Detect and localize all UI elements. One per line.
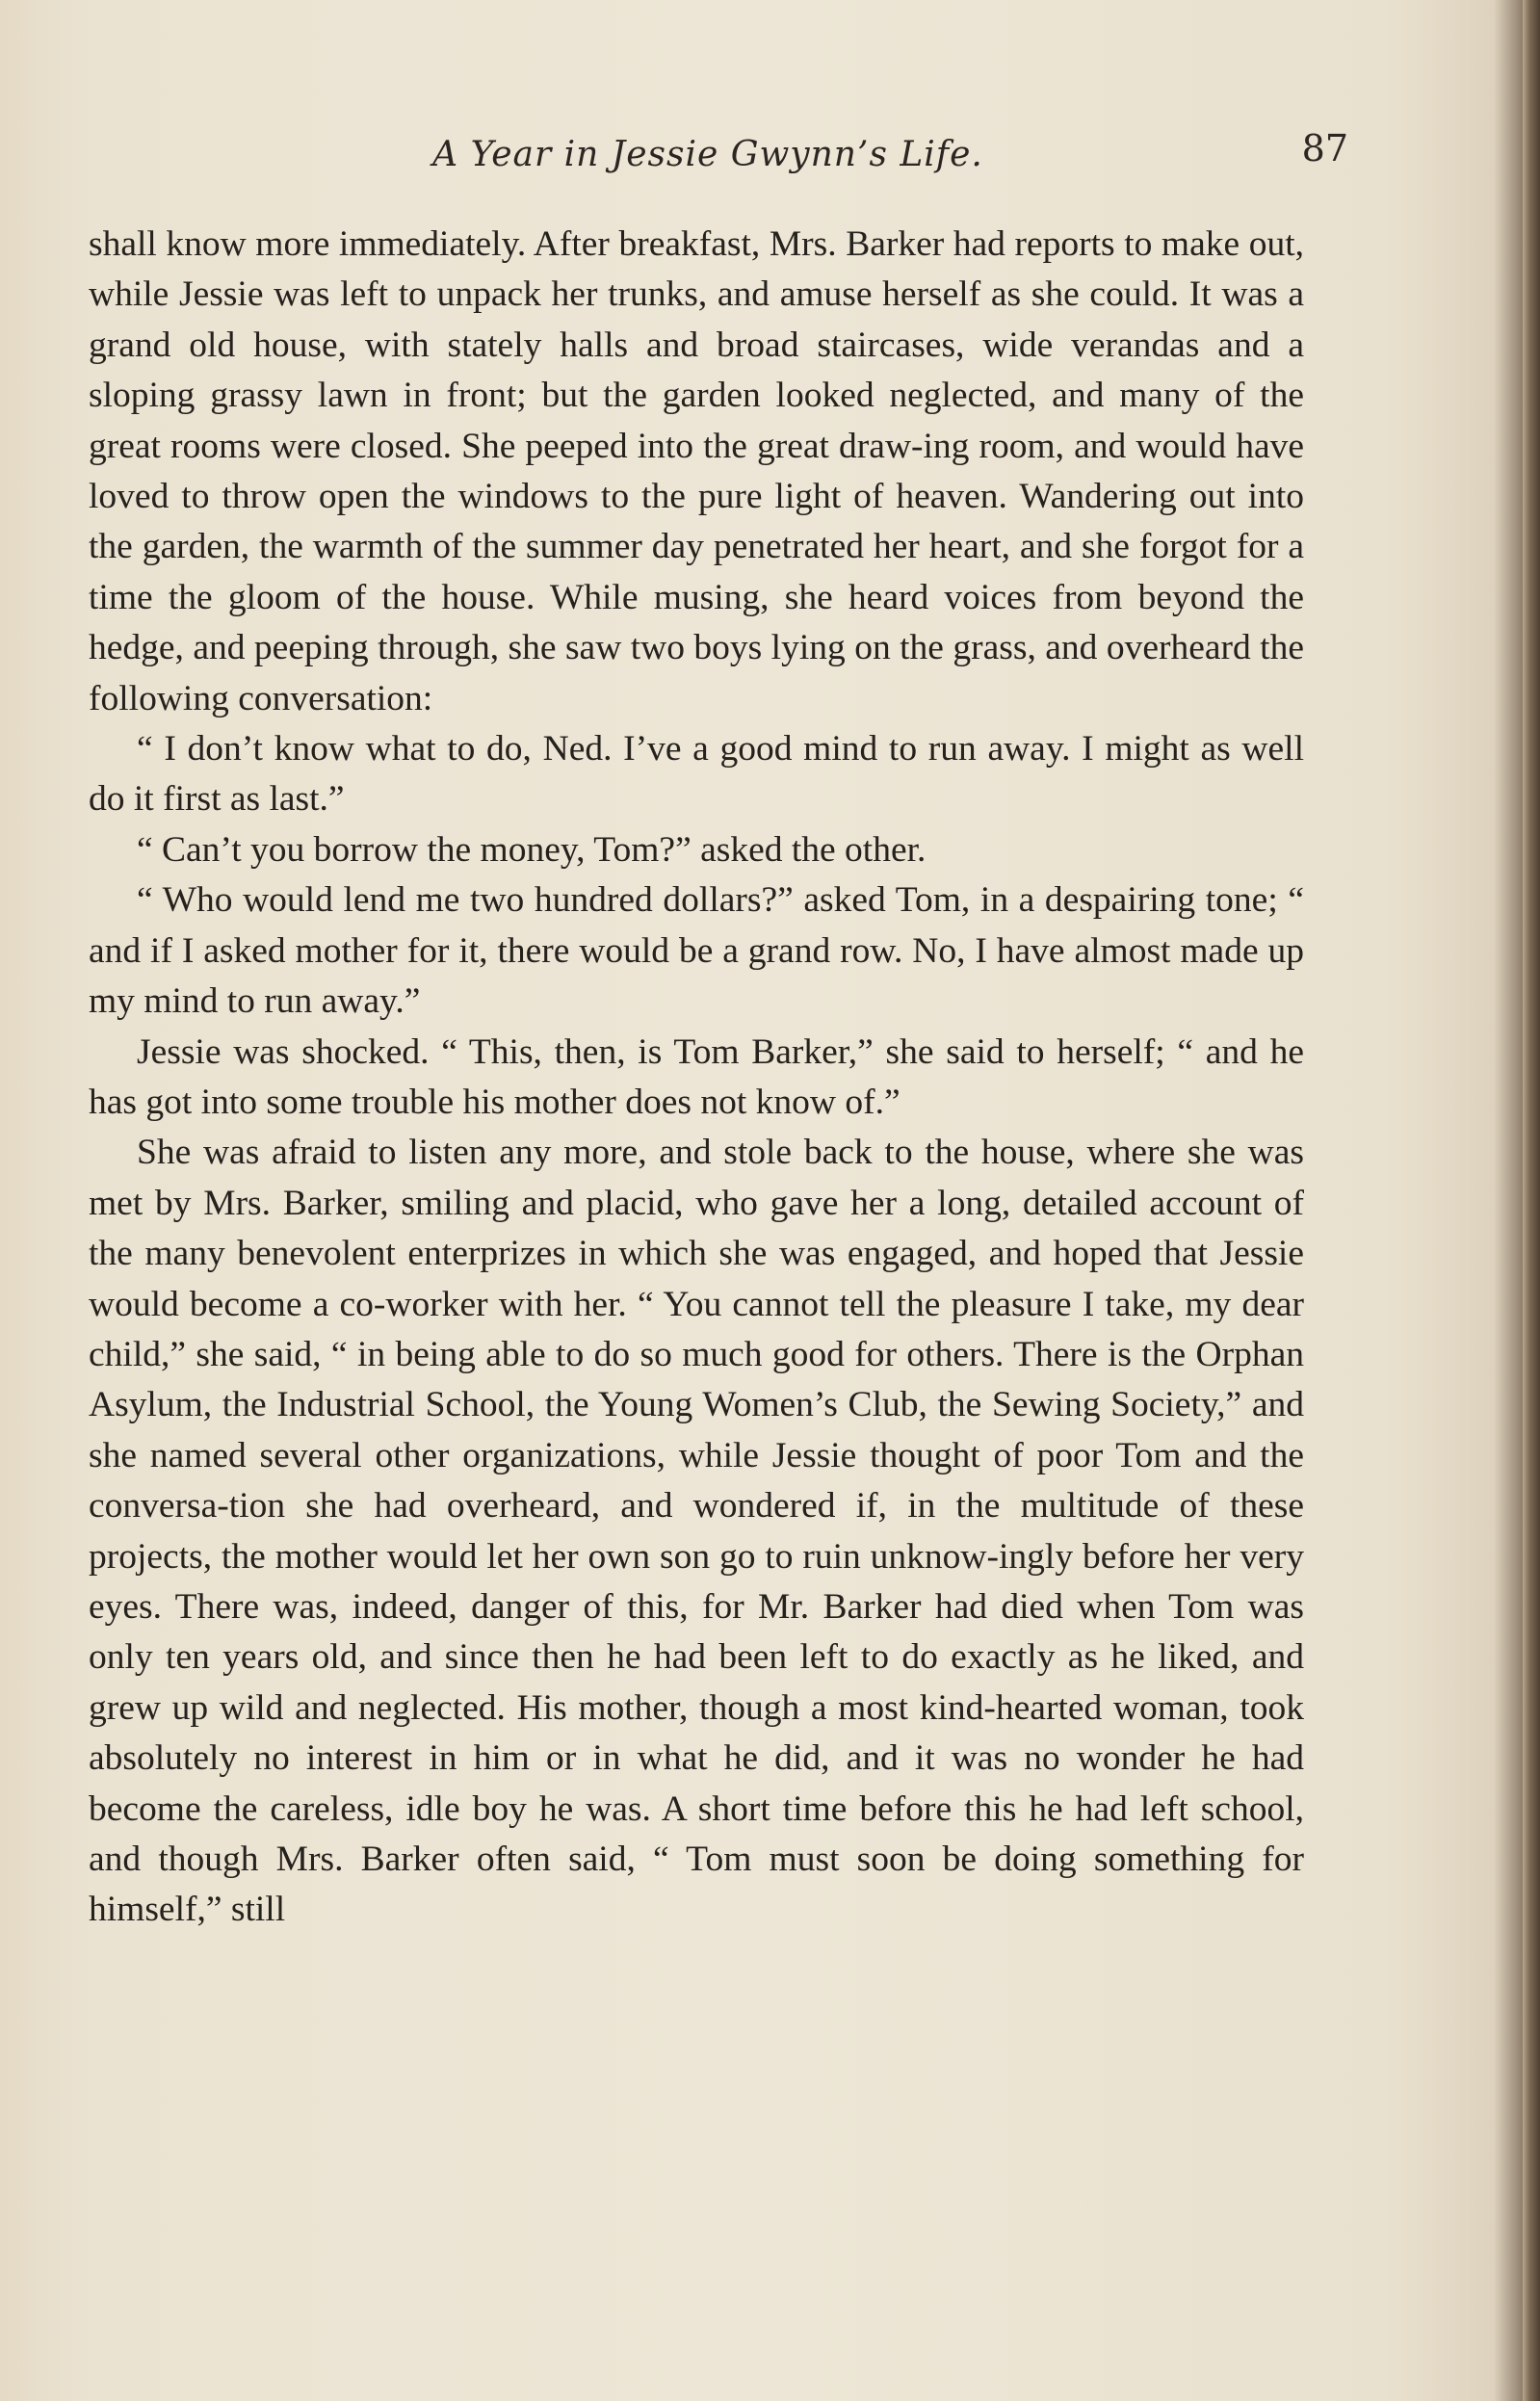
page-edge — [1523, 0, 1540, 2401]
running-title: A Year in Jessie Gwynn’s Life. — [432, 135, 983, 174]
paragraph: shall know more immediately. After breakfast, Mrs. Barker had reports to make out, while Jessie was left to unpack her trunks, and amuse herself as she could. It was a grand old house, with stately halls and broad staircases, wide verandas and a sloping grassy lawn in front; but the garden looked neglected, and many of the great rooms were closed. She peeped into the great draw-ing room, and would have loved to throw open the windows to the pure light of heaven. Wandering out into the garden, the warmth of the summer day penetrated her heart, and she forgot for a time the gloom of the house. While musing, she heard voices from beyond the hedge, and peeping through, she saw two boys lying on the grass, and overheard the following conversation: — [89, 224, 1304, 718]
paragraph: She was afraid to listen any more, and stole back to the house, where she was met by Mrs. Barker, smiling and placid, who gave her a long, detailed account of the many benevolent enterprizes in which she was engaged, and hoped that Jessie would become a co-worker with her. “ You cannot tell the pleasure I take, my dear child,” she said, “ in being able to do so much good for others. There is the Orphan Asylum, the Industrial School, the Young Women’s Club, the Sewing Society,” and she named several other organizations, while Jessie thought of poor Tom and the conversa-tion she had overheard, and wondered if, in the multitude of these projects, the mother would let her own son go to ruin unknow-ingly before her very eyes. There was, indeed, danger of this, for Mr. Barker had died when Tom was only ten years old, and since then he had been left to do exactly as he liked, and grew up wild and neglected. His mother, though a most kind-hearted woman, took absolutely no interest in him or in what he did, and it was no wonder he had become the careless, idle boy he was. A short time before this he had left school, and though Mrs. Barker often said, “ Tom must soon be doing something for himself,” still — [89, 1133, 1304, 1930]
paragraph: “ Who would lend me two hundred dollars?” asked Tom, in a despairing tone; “ and if I asked mother for it, there would be a grand row. No, I have almost made up my mind to run away.” — [89, 880, 1304, 1022]
paragraph: Jessie was shocked. “ This, then, is Tom Barker,” she said to herself; “ and he has got into some trouble his mother does not know of.” — [89, 1031, 1304, 1122]
paragraph: “ I don’t know what to do, Ned. I’ve a good mind to run away. I might as well do it first as last.” — [89, 729, 1304, 820]
body-text — [89, 220, 1304, 1936]
page-number: 87 — [1301, 127, 1348, 170]
running-head — [106, 127, 1348, 185]
paragraph: “ Can’t you borrow the money, Tom?” asked the other. — [137, 829, 927, 870]
